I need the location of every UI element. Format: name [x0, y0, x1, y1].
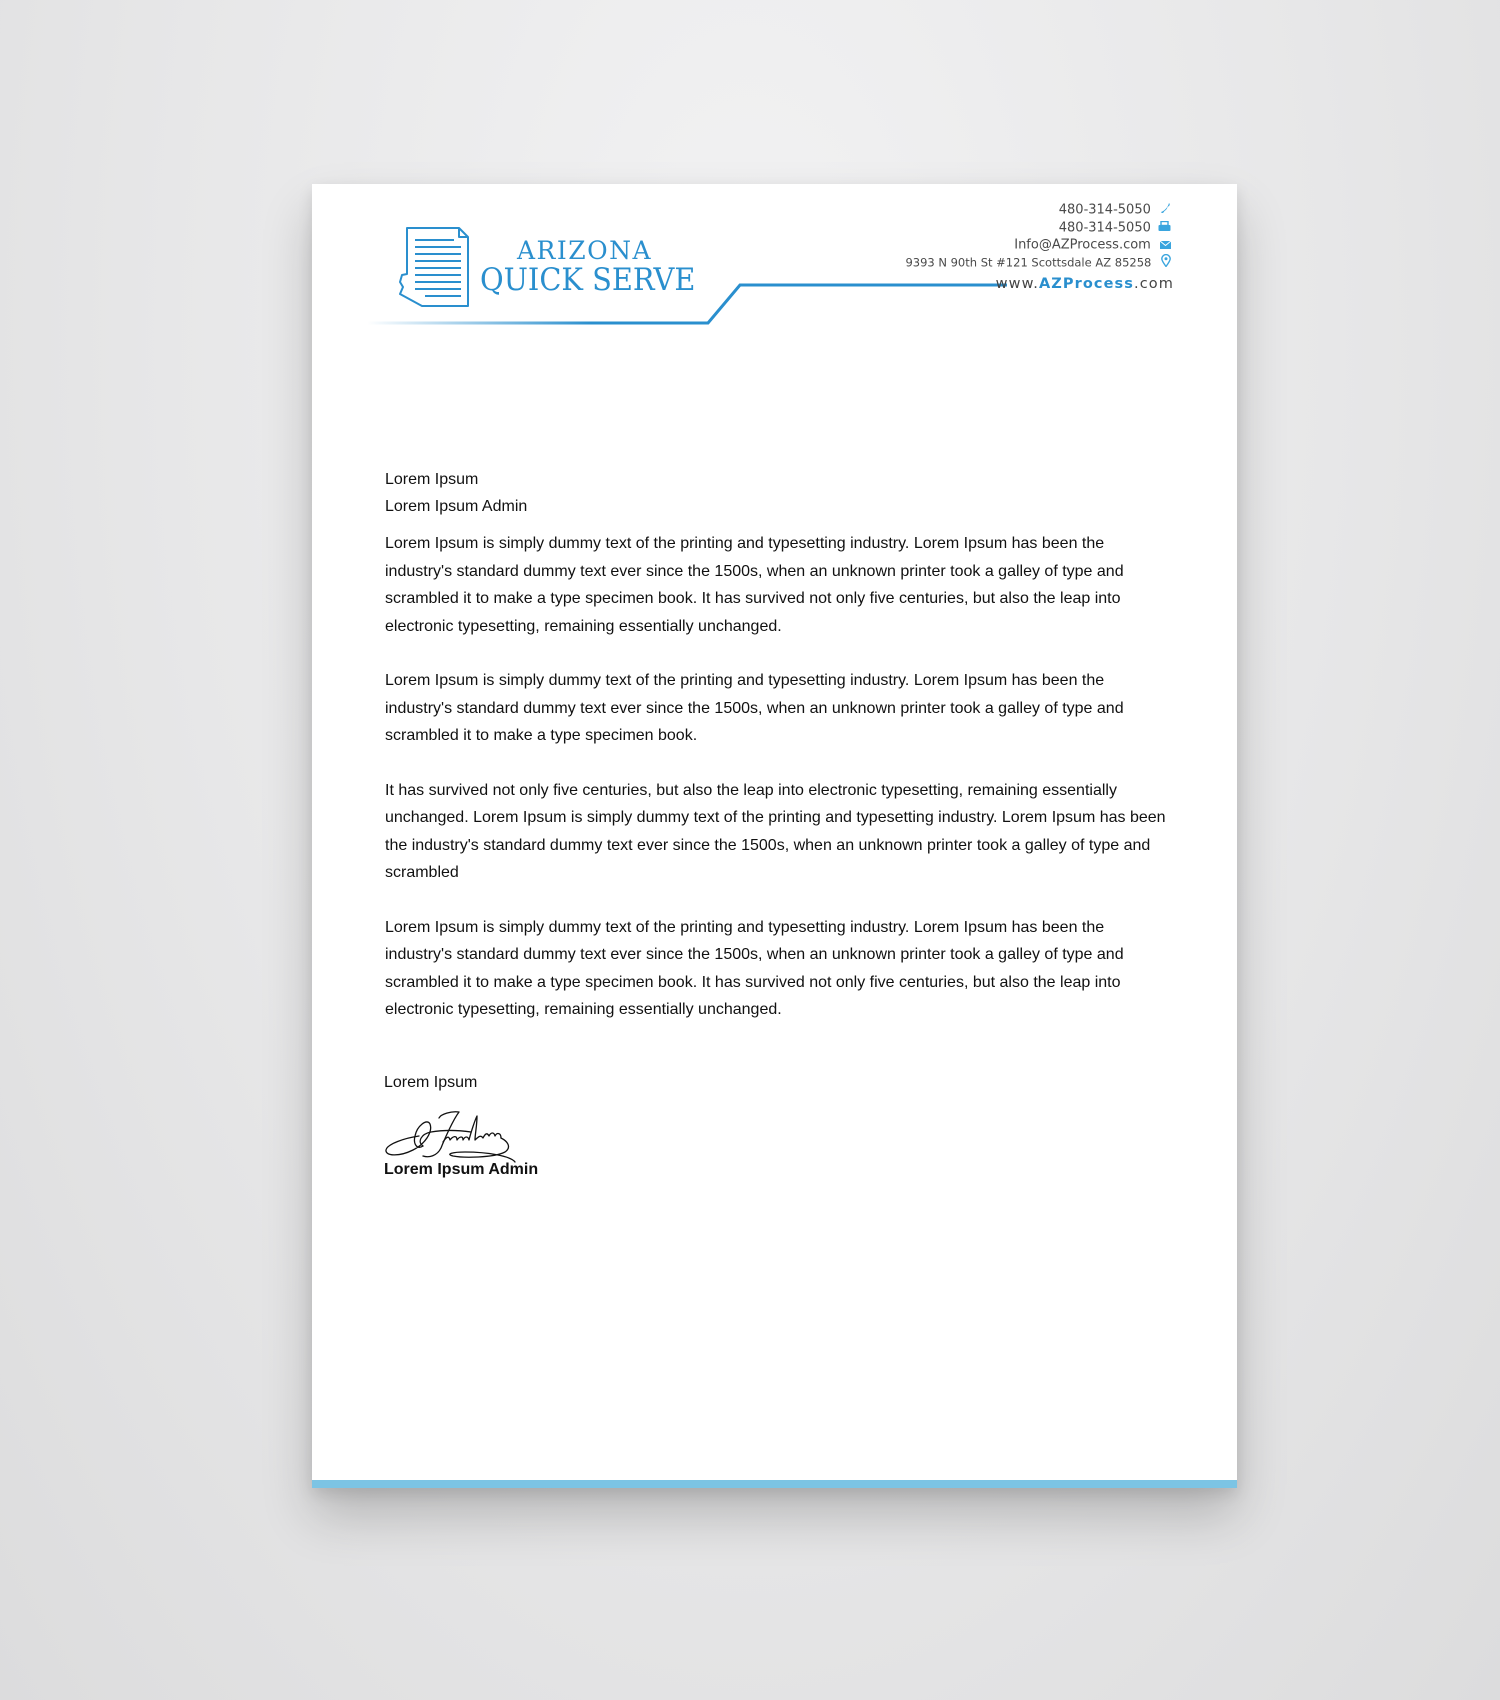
phone-icon: [1155, 201, 1171, 219]
logo-line-quick-serve: QUICK SERVE: [480, 262, 696, 298]
contact-address-row: [905, 254, 1171, 272]
contact-fax: 480-314-5050: [1058, 219, 1151, 235]
location-pin-icon: [1155, 254, 1171, 272]
handwritten-signature: [383, 1102, 523, 1166]
body-paragraph-1: Lorem Ipsum is simply dummy text of the printing and typesetting industry. Lorem Ipsum has been the industry's standard dummy text ever since the 1500s, when an unknown printer took a galley of type and scrambled it to make a type specimen book. It has survived not only five centuries, but also the leap into electronic typesetting, remaining essentially unchanged.: [385, 535, 1124, 635]
body-paragraph-4: Lorem Ipsum is simply dummy text of the printing and typesetting industry. Lorem Ipsum has been the industry's standard dummy text ever since the 1500s, when an unknown printer took a galley of type and scrambled it to make a type specimen book. It has survived not only five centuries, but also the leap into electronic typesetting, remaining essentially unchanged.: [385, 918, 1124, 1018]
body-paragraph-2: Lorem Ipsum is simply dummy text of the printing and typesetting industry. Lorem Ipsum has been the industry's standard dummy text ever since the 1500s, when an unknown printer took a galley of type and scrambled it to make a type specimen book.: [385, 672, 1124, 744]
contact-email-row: [905, 236, 1171, 254]
envelope-icon: [1155, 236, 1171, 254]
contact-email[interactable]: Info@AZProcess.com: [1014, 237, 1151, 253]
closing-salutation: Lorem Ipsum: [384, 1074, 478, 1091]
letter-body: [385, 466, 1175, 1040]
body-paragraph-3: It has survived not only five centuries, but also the leap into electronic typesetting, remaining essentially unchanged. Lorem Ipsum is simply dummy text of the printing and typesetting industry. Lorem Ipsum has been the industry's standard dummy text ever since the 1500s, when an unknown printer took a galley of type and scrambled: [385, 781, 1166, 881]
letterhead-page: [312, 184, 1237, 1488]
contact-fax-row: [905, 219, 1171, 237]
contact-phone: 480-314-5050: [1058, 202, 1151, 218]
contact-block: [905, 201, 1171, 271]
website-link[interactable]: [996, 276, 1174, 292]
fax-icon: [1155, 219, 1171, 237]
recipient-name: Lorem Ipsum: [385, 471, 479, 488]
website-prefix: www.: [995, 276, 1039, 292]
recipient-title: Lorem Ipsum Admin: [385, 498, 528, 515]
document-arizona-map-icon: [399, 224, 471, 308]
contact-phone-row: [905, 201, 1171, 219]
website-brand: AZProcess: [1038, 276, 1135, 292]
company-logo: [480, 238, 712, 296]
page-bottom-accent-bar: [312, 1480, 1237, 1488]
website-suffix: .com: [1134, 276, 1174, 292]
signer-name: Lorem Ipsum Admin: [384, 1161, 539, 1178]
contact-address: 9393 N 90th St #121 Scottsdale AZ 85258: [905, 254, 1152, 269]
logo-line-arizona: ARIZONA: [517, 236, 653, 265]
